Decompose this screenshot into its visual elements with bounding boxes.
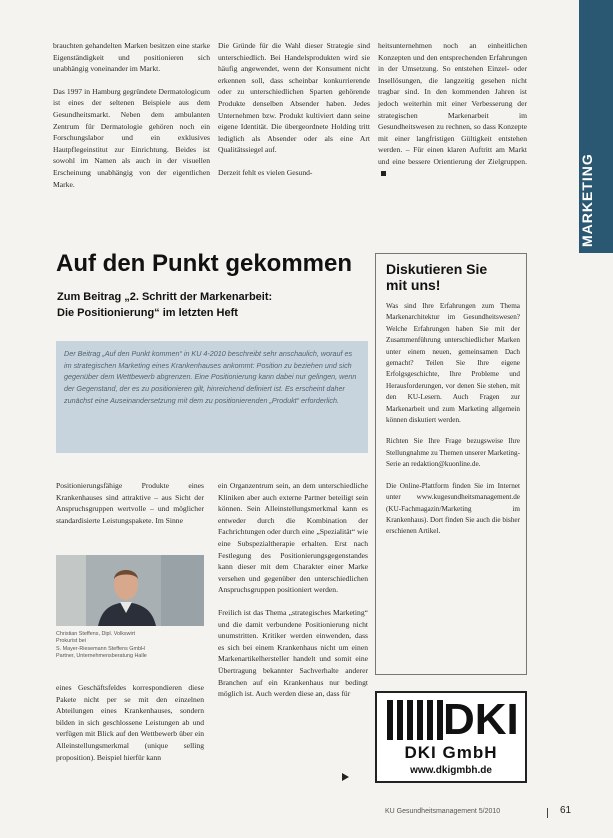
- top-column-1: [53, 40, 210, 190]
- sidebar-text: [386, 301, 520, 538]
- footer-divider: [547, 808, 548, 818]
- paragraph: Was sind Ihre Erfahrungen zum Thema Markenarchitektur im Gesundheitswesen? Welche Erfahrungen haben Sie mit der Zusammenführung unterschiedlicher Marken unter einem neuen, gemeinsamen Dach gemacht? Teilen Sie Ihre eigene Erfolgsgeschichte, Ihre Probleme und Herausforderungen, vor denen Sie stehen, mit den KU-Lesern. Auch Fragen zur Markenarbeit und zum Marketing allgemein können diskutiert werden.: [386, 302, 520, 425]
- article-headline: Auf den Punkt gekommen: [56, 250, 353, 277]
- paragraph: eines Geschäftsfeldes korrespondieren diese Pakete nicht per se mit den einzelnen Abteilungen eines Krankenhauses, sondern bilden in sich geschlossene Leistungen ab und verfügen mit Blick auf den Wettbewerb über ein Alleinstellungsmerkmal (unique selling proposition). Beispiel hierfür kann: [56, 683, 204, 762]
- ad-url-link[interactable]: www.dkigmbh.de: [410, 765, 492, 776]
- subhead-line-1: Zum Beitrag „2. Schritt der Markenarbeit:: [57, 291, 273, 303]
- journal-footer: KU Gesundheitsmanagement 5/2010: [385, 808, 501, 815]
- photo-caption: [56, 631, 206, 661]
- page-number: 61: [560, 805, 572, 816]
- article-column-1: [56, 480, 204, 526]
- intro-text: Der Beitrag „Auf den Punkt kommen“ in KU 4-2010 beschreibt sehr anschaulich, worauf es im strategischen Marketing eines Krankenhauses ankommt: Position zu beziehen und sich gegenüber dem Wettbewerb abgrenzen. Eine Positionierung kann dabei nur gelingen, wenn der Gegenstand, der es zu positionieren gilt, hinreichend definiert ist. Es erscheint daher zunächst eine Auseinandersetzung mit dem zu positionierenden „Produkt“ erforderlich.: [64, 349, 357, 405]
- continue-arrow-icon: [342, 773, 349, 781]
- article-column-2: [218, 480, 368, 700]
- paragraph: Derzeit fehlt es vielen Gesund-: [218, 167, 313, 177]
- paragraph: Positionierungsfähige Produkte eines Krankenhauses sind attraktive – aus Sicht der Anspruchsgruppen wertvolle – und möglicher standardisierte Leistungspakete. Im Sinne: [56, 481, 204, 525]
- paragraph: Die Online-Plattform finden Sie im Internet unter www.kugesundheitsmanagement.de (KU-Fachmagazin/Marketing im Krankenhaus). Dort finden Sie auch die bisher erschienen Artikel.: [386, 481, 520, 536]
- dki-advertisement[interactable]: [375, 691, 527, 783]
- paragraph: Freilich ist das Thema „strategisches Marketing“ und die damit verbundene Positionierung nicht unumstritten. Kritiker werden einwenden, dass es sich bei einem Krankenhaus nicht um einen Markenartikelhersteller handelt und somit eine Übertragung bekannter Sachverhalte anderer Branchen auf ein Krankenhaus nur bedingt möglich ist. Auch werden diese an, dass für: [218, 607, 368, 699]
- article-subhead: [57, 289, 272, 321]
- paragraph: ein Organzentrum sein, an dem unterschiedliche Kliniken aber auch externe Partner beteiligt sein können. Sein Alleinstellungsmerkmal kann es entweder durch die Kombination der Fachrichtungen oder durch eine „Spezialität“ wie eine Subspezialtherapie erhalten. Erst nach Festlegung des Positionierungsgegenstandes kann dieser mit dem Charakter einer Marke versehen und gegenüber den unterschiedlichen Anspruchsgruppen positioniert werden.: [218, 481, 368, 595]
- paragraph: Die Gründe für die Wahl dieser Strategie sind unterschiedlich. Bei Handelsprodukten wird sie häufig angewendet, wenn der Konsument nicht erkennen soll, dass scheinbar konkurrierende oder zu unterschiedlichen Sparten gehörende Produkte denselben Absender haben. Jedes Unternehmen bzw. Produkt kultiviert dann seine eigene Identität. Die übergeordnete Holding tritt lediglich als Absender oder als eine Art Qualitätssiegel auf.: [218, 41, 370, 155]
- ad-logo-word: DKI: [443, 695, 519, 744]
- sidebar-title-line-2: mit uns!: [386, 277, 441, 293]
- sidebar-title-line-1: Diskutieren Sie: [386, 261, 488, 277]
- intro-box: [56, 341, 368, 453]
- paragraph: Das 1997 in Hamburg gegründete Dermatologicum ist eines der seltenen Beispiele aus dem Gesundheitsmarkt. Neben dem ambulanten Zentrum für Dermatologie gehören noch ein Forschungslabor und ein exklusives Hautpflegeinstitut zur Einrichtung. Beides ist sowohl im Namen als auch in der visuellen Erscheinung unabhängig von der eigentlichen Marke.: [53, 86, 210, 189]
- caption-line: Christian Steffens, Dipl. Volkswirt: [56, 631, 135, 637]
- ad-company-name: DKI GmbH: [404, 743, 498, 762]
- dki-logo-bars-icon: [385, 698, 445, 744]
- paragraph: brauchten gehandelten Marken besitzen eine starke Eigenständigkeit und positionieren sich unabhängig voneinander im Markt.: [53, 41, 210, 74]
- top-column-3: [378, 40, 527, 179]
- paragraph: Richten Sie Ihre Frage bezugsweise Ihre Stellungnahme zu Themen unserer Marketing-Serie an redaktion@kuonline.de.: [386, 437, 520, 469]
- subhead-line-2: Die Positionierung“ im letzten Heft: [57, 307, 238, 319]
- article-column-1-continued: [56, 682, 204, 763]
- paragraph: [378, 40, 527, 179]
- sidebar-title: [386, 261, 520, 293]
- caption-line: Partner, Unternehmensberatung Halle: [56, 653, 147, 660]
- end-of-article-square-icon: [381, 171, 386, 176]
- section-tab-label: MARKETING: [579, 153, 595, 247]
- caption-line: S. Mayer-Riesemann Steffens GmbH: [56, 645, 145, 652]
- portrait-illustration: [56, 555, 204, 626]
- top-column-2: [218, 40, 370, 179]
- caption-line: Prokurist bei: [56, 638, 86, 645]
- discussion-sidebar: [375, 253, 527, 675]
- paragraph-text: heitsunternehmen noch an einheitlichen Konzepten und den entsprechenden Erfahrungen in der Umsetzung. So entstehen Einzel- oder Insellösungen, die langzeitig gesehen nicht tragbar sind. In den kommenden Jahren ist jedoch weiterhin mit einer Verbesserung der strategischen Markenarbeit im Gesundheitswesen zu rechnen, so dass Konzepte mit einer langfristigen Gültigkeit entstehen werden. – Für einen klaren Auftritt am Markt und eine bessere Orientierung der Zielgruppen.: [378, 41, 527, 166]
- author-photo: [56, 555, 204, 626]
